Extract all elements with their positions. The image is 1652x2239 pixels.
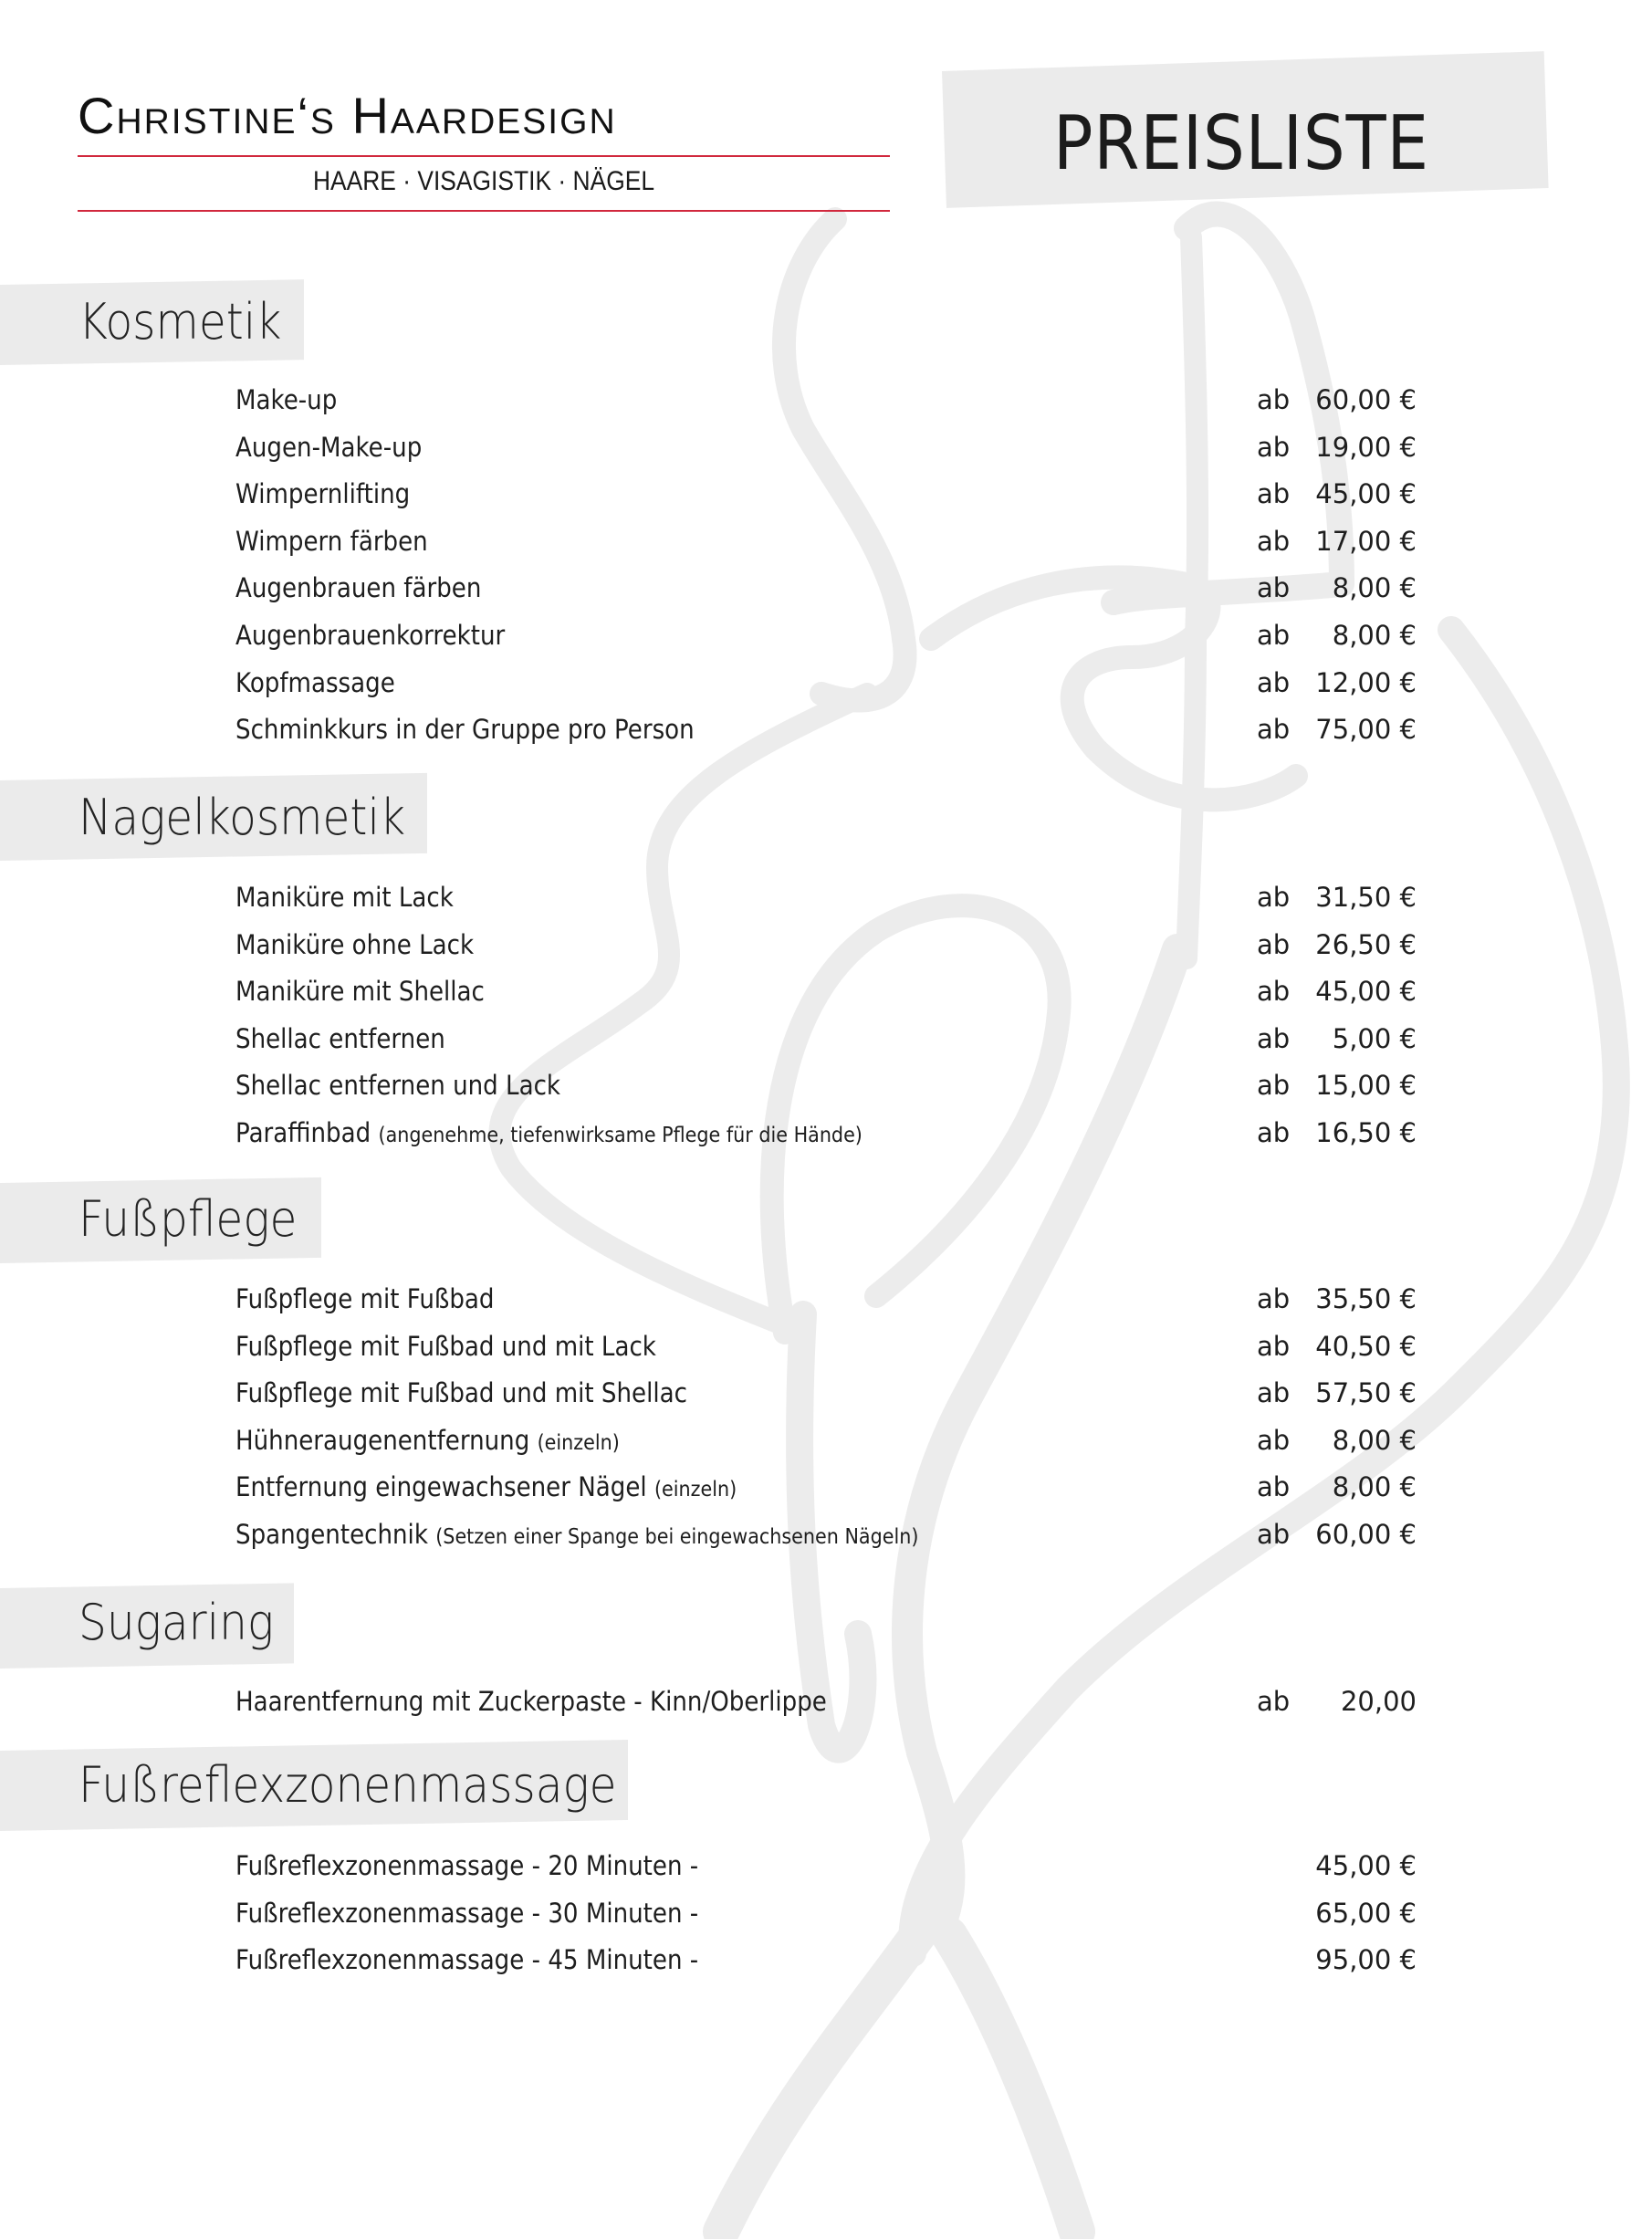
brand-logo	[78, 84, 890, 212]
logo-title: Christine‘s Haardesign	[78, 87, 617, 144]
price-prefix: ab	[1257, 572, 1291, 603]
service-name	[235, 424, 422, 470]
service-name	[235, 1276, 494, 1322]
service-name	[235, 922, 474, 968]
price-prefix: ab	[1257, 882, 1291, 913]
section-title: Kosmetik	[78, 293, 282, 350]
service-label: Haarentfernung mit Zuckerpaste - Kinn/Oberlippe	[235, 1686, 827, 1717]
price-list-item	[235, 1324, 1417, 1369]
service-label: Wimpern färben	[235, 526, 428, 557]
service-label: Fußreflexzonenmassage - 30 Minuten -	[235, 1898, 699, 1929]
service-price: 17,00 €	[1315, 526, 1417, 557]
service-name	[235, 1464, 737, 1512]
service-name	[235, 874, 454, 920]
service-name	[235, 1370, 687, 1416]
service-price: 8,00 €	[1332, 620, 1417, 651]
logo-subtitle: HAARE · VISAGISTIK · NÄGEL	[312, 166, 655, 196]
service-label: Fußreflexzonenmassage - 45 Minuten -	[235, 1944, 699, 1975]
price-list-item	[235, 377, 1417, 423]
price-list-item	[235, 612, 1417, 658]
service-name	[235, 968, 485, 1014]
price-prefix: ab	[1257, 1023, 1291, 1054]
service-note: (angenehme, tiefenwirksame Pflege für die Hände)	[378, 1124, 863, 1147]
price-list-item	[235, 1370, 1417, 1416]
service-label: Shellac entfernen und Lack	[235, 1070, 561, 1101]
price-list-item	[235, 660, 1417, 706]
service-name	[235, 1418, 620, 1466]
service-label: Spangentechnik	[235, 1519, 428, 1550]
service-note: (einzeln)	[537, 1431, 620, 1455]
service-price: 35,50 €	[1315, 1283, 1417, 1314]
price-prefix: ab	[1257, 478, 1291, 509]
price-list-item	[235, 1276, 1417, 1322]
service-name	[235, 1110, 863, 1158]
service-name	[235, 1937, 698, 1983]
service-name	[235, 660, 395, 706]
page-title: PREISLISTE	[1052, 100, 1430, 187]
service-price: 8,00 €	[1332, 1471, 1417, 1502]
price-list-item	[235, 874, 1417, 920]
service-label: Fußreflexzonenmassage - 20 Minuten -	[235, 1850, 699, 1881]
service-label: Maniküre mit Shellac	[235, 976, 485, 1007]
service-note: (Setzen einer Spange bei eingewachsenen Nägeln)	[435, 1525, 919, 1549]
price-prefix: ab	[1257, 714, 1291, 745]
service-name	[235, 1843, 698, 1889]
price-prefix: ab	[1257, 1425, 1291, 1456]
service-price: 26,50 €	[1315, 929, 1417, 960]
service-price: 57,50 €	[1315, 1377, 1417, 1408]
service-price: 95,00 €	[1315, 1944, 1417, 1975]
service-price: 12,00 €	[1315, 667, 1417, 698]
service-label: Augenbrauenkorrektur	[235, 620, 506, 651]
service-label: Shellac entfernen	[235, 1023, 445, 1054]
logo-divider-bottom	[78, 210, 890, 212]
service-name	[235, 612, 505, 658]
service-name	[235, 1890, 698, 1936]
service-label: Augen-Make-up	[235, 432, 423, 463]
service-price: 40,50 €	[1315, 1331, 1417, 1362]
service-note: (einzeln)	[653, 1478, 737, 1501]
service-label: Augenbrauen färben	[235, 572, 482, 603]
section-title: Nagelkosmetik	[78, 789, 406, 846]
service-name	[235, 1512, 918, 1560]
price-list-item	[235, 424, 1417, 470]
service-name	[235, 1679, 827, 1724]
price-list-item	[235, 1110, 1417, 1156]
service-name	[235, 1016, 445, 1062]
price-prefix: ab	[1257, 432, 1291, 463]
service-price: 5,00 €	[1332, 1023, 1417, 1054]
service-name	[235, 518, 428, 564]
service-label: Maniküre ohne Lack	[235, 929, 475, 960]
price-prefix: ab	[1257, 526, 1291, 557]
service-label: Fußpflege mit Fußbad	[235, 1283, 495, 1314]
price-prefix: ab	[1257, 384, 1291, 415]
price-list-item	[235, 518, 1417, 564]
price-prefix: ab	[1257, 620, 1291, 651]
section-title: Sugaring	[78, 1594, 275, 1651]
section-title: Fußreflexzonenmassage	[78, 1756, 617, 1814]
service-name	[235, 471, 410, 517]
price-list-item	[235, 1937, 1417, 1983]
service-name	[235, 706, 695, 752]
price-list-item	[235, 1890, 1417, 1936]
service-label: Kopfmassage	[235, 667, 395, 698]
service-price: 60,00 €	[1315, 1519, 1417, 1550]
service-label: Maniküre mit Lack	[235, 882, 454, 913]
service-price: 45,00 €	[1315, 478, 1417, 509]
service-price: 8,00 €	[1332, 572, 1417, 603]
service-name	[235, 565, 481, 611]
price-list-item	[235, 565, 1417, 611]
price-list-item	[235, 922, 1417, 968]
service-price: 65,00 €	[1315, 1898, 1417, 1929]
service-price: 45,00 €	[1315, 976, 1417, 1007]
price-list-item	[235, 1679, 1417, 1724]
service-price: 75,00 €	[1315, 714, 1417, 745]
service-price: 15,00 €	[1315, 1070, 1417, 1101]
price-list-item	[235, 1464, 1417, 1510]
service-label: Paraffinbad	[235, 1117, 371, 1148]
price-prefix: ab	[1257, 976, 1291, 1007]
service-name	[235, 1062, 560, 1108]
price-prefix: ab	[1257, 1331, 1291, 1362]
price-list-item	[235, 968, 1417, 1014]
service-price: 19,00 €	[1315, 432, 1417, 463]
service-price: 60,00 €	[1315, 384, 1417, 415]
service-label: Wimpernlifting	[235, 478, 411, 509]
price-list-item	[235, 1062, 1417, 1108]
price-prefix: ab	[1257, 1117, 1291, 1148]
price-list-item	[235, 471, 1417, 517]
service-label: Hühneraugenentfernung	[235, 1425, 530, 1456]
price-prefix: ab	[1257, 1471, 1291, 1502]
price-prefix: ab	[1257, 667, 1291, 698]
service-price: 8,00 €	[1332, 1425, 1417, 1456]
service-price: 20,00	[1340, 1686, 1417, 1717]
price-list-item	[235, 1418, 1417, 1463]
price-prefix: ab	[1257, 1686, 1291, 1717]
service-name	[235, 377, 337, 423]
service-label: Fußpflege mit Fußbad und mit Shellac	[235, 1377, 687, 1408]
price-prefix: ab	[1257, 1070, 1291, 1101]
price-prefix: ab	[1257, 1519, 1291, 1550]
service-label: Make-up	[235, 384, 338, 415]
price-prefix: ab	[1257, 1377, 1291, 1408]
price-prefix: ab	[1257, 1283, 1291, 1314]
service-label: Fußpflege mit Fußbad und mit Lack	[235, 1331, 656, 1362]
price-list-item	[235, 1512, 1417, 1557]
service-price: 16,50 €	[1315, 1117, 1417, 1148]
price-list-item	[235, 706, 1417, 752]
service-name	[235, 1324, 656, 1369]
section-title: Fußpflege	[78, 1190, 298, 1248]
price-list-item	[235, 1016, 1417, 1062]
service-label: Schminkkurs in der Gruppe pro Person	[235, 714, 695, 745]
service-label: Entfernung eingewachsener Nägel	[235, 1471, 647, 1502]
service-price: 31,50 €	[1315, 882, 1417, 913]
service-price: 45,00 €	[1315, 1850, 1417, 1881]
price-list-item	[235, 1843, 1417, 1889]
price-prefix: ab	[1257, 929, 1291, 960]
